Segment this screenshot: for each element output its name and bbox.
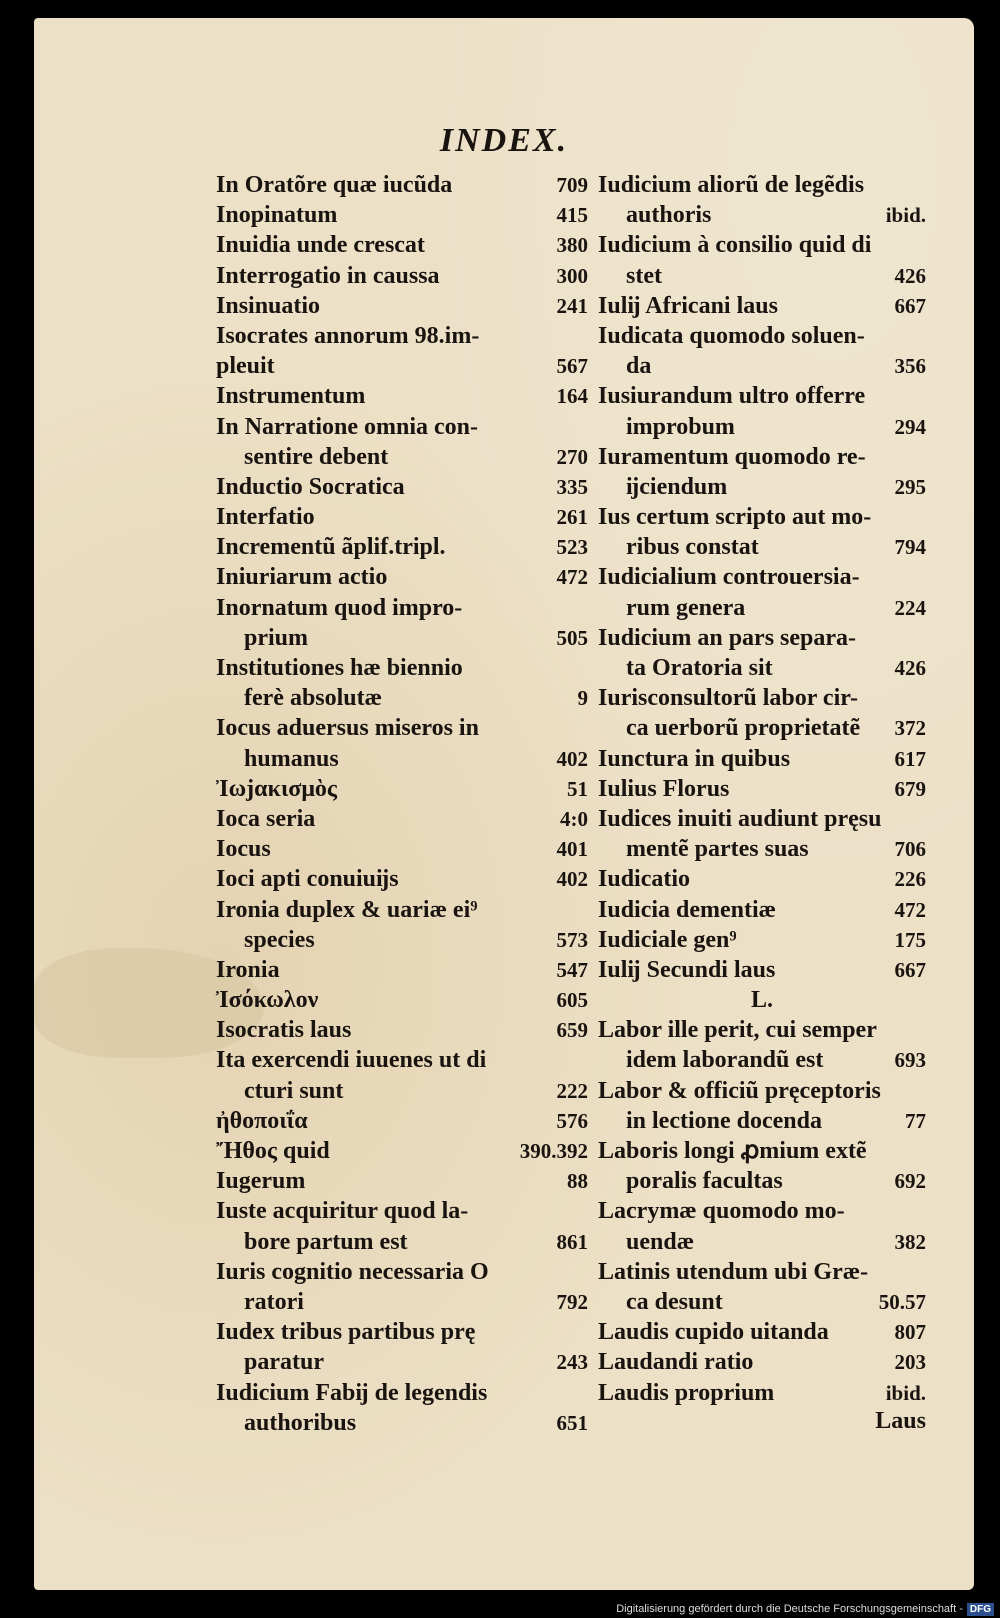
entry-page-number: 382 bbox=[894, 1229, 926, 1254]
index-entry bbox=[598, 623, 926, 653]
entry-page-number: 222 bbox=[556, 1078, 588, 1103]
index-entry bbox=[598, 351, 926, 381]
entry-term: Instrumentum bbox=[216, 383, 366, 410]
entry-term: Ioci apti conuiuĳs bbox=[216, 866, 399, 893]
entry-page-number: 175 bbox=[894, 927, 926, 952]
entry-term: Iudicia dementiæ bbox=[598, 896, 777, 923]
index-entry bbox=[598, 1076, 926, 1106]
index-entry bbox=[216, 895, 588, 925]
index-entry bbox=[216, 683, 588, 713]
entry-term: Ἰωjακισμὸς bbox=[216, 775, 338, 802]
entry-term: Iuste acquiritur quod la- bbox=[216, 1198, 469, 1225]
entry-term: Iudex tribus partibus prę bbox=[216, 1319, 476, 1346]
entry-term: In Narratione omnia con- bbox=[216, 413, 478, 440]
entry-term: Iugerum bbox=[216, 1168, 306, 1195]
entry-term: Iunctura in quibus bbox=[598, 745, 791, 772]
entry-term: poralis facultas bbox=[626, 1168, 783, 1195]
index-entry bbox=[216, 321, 588, 351]
entry-term: Institutiones hæ biennio bbox=[216, 655, 463, 681]
entry-page-number: 659 bbox=[556, 1018, 588, 1043]
index-entry bbox=[598, 1347, 926, 1377]
index-entry bbox=[216, 834, 588, 864]
index-entry bbox=[216, 351, 588, 381]
index-entry bbox=[598, 1136, 926, 1166]
index-entry bbox=[598, 774, 926, 804]
entry-term: Labor ille perit, cui semper bbox=[598, 1017, 877, 1044]
entry-term: Ἰσόκωλον bbox=[216, 987, 319, 1014]
index-entry bbox=[598, 1045, 926, 1075]
entry-term: Iurisconsultorũ labor cir- bbox=[598, 685, 859, 712]
entry-term: In Oratõre quæ iucũda bbox=[216, 172, 453, 198]
entry-term: ferè absolutæ bbox=[244, 685, 382, 712]
entry-page-number: 295 bbox=[894, 474, 926, 499]
entry-page-number: 692 bbox=[894, 1169, 926, 1194]
index-entry bbox=[598, 291, 926, 321]
entry-term: ĳciendum bbox=[626, 473, 728, 500]
index-entry bbox=[598, 412, 926, 442]
index-entry bbox=[598, 683, 926, 713]
entry-term: Incrementũ ãplif.tripl. bbox=[216, 534, 446, 561]
index-entry bbox=[598, 1378, 926, 1408]
entry-term: idem laborandũ est bbox=[626, 1047, 824, 1074]
entry-term: Labor & officiũ pręceptoris bbox=[598, 1077, 881, 1104]
entry-page-number: 679 bbox=[894, 776, 926, 801]
index-entry bbox=[216, 1317, 588, 1347]
entry-page-number: 335 bbox=[556, 474, 588, 499]
entry-term: Iudicium an pars separa- bbox=[598, 624, 857, 651]
index-entry bbox=[598, 200, 926, 230]
index-entry bbox=[598, 472, 926, 502]
index-entry bbox=[216, 1106, 588, 1136]
entry-term: Latinis utendum ubi Græ- bbox=[598, 1258, 869, 1285]
entry-term: Iniuriarum actio bbox=[216, 564, 388, 591]
entry-page-number: 51 bbox=[567, 776, 588, 801]
entry-term: Iulĳ Africani laus bbox=[598, 292, 778, 319]
page-title: INDEX. bbox=[439, 122, 569, 159]
entry-page-number: 573 bbox=[556, 927, 588, 952]
entry-page-number: 576 bbox=[556, 1108, 588, 1133]
index-entry bbox=[216, 1378, 588, 1408]
entry-term: authoris bbox=[626, 202, 712, 229]
index-entry bbox=[216, 442, 588, 472]
entry-page-number: 294 bbox=[894, 414, 926, 439]
index-entry bbox=[216, 1347, 588, 1377]
index-entry bbox=[216, 1408, 588, 1438]
entry-term: Laudandi ratio bbox=[598, 1349, 754, 1376]
entry-page-number: 426 bbox=[894, 656, 926, 680]
index-entry bbox=[216, 261, 588, 291]
entry-page-number: 861 bbox=[556, 1229, 588, 1254]
entry-term: uendæ bbox=[626, 1228, 695, 1255]
entry-term: Interrogatio in caussa bbox=[216, 262, 440, 289]
entry-page-number: 203 bbox=[894, 1350, 926, 1375]
entry-term: Iulĳ Secundi laus bbox=[598, 956, 776, 983]
entry-term: in lectione docenda bbox=[626, 1107, 822, 1134]
index-entry bbox=[598, 713, 926, 743]
entry-page-number: 651 bbox=[556, 1410, 588, 1435]
entry-term: Isocratis laus bbox=[216, 1017, 352, 1044]
index-entry bbox=[216, 1136, 588, 1166]
index-entry bbox=[216, 864, 588, 894]
entry-term: Ita exercendi iuuenes ut di bbox=[216, 1047, 487, 1074]
entry-term: ta Oratoria sit bbox=[626, 655, 773, 681]
entry-page-number: 794 bbox=[894, 535, 926, 560]
entry-page-number: 667 bbox=[894, 293, 926, 318]
digitization-footer bbox=[0, 1600, 1000, 1618]
entry-term: da bbox=[626, 353, 652, 380]
entry-page-number: ibid. bbox=[885, 1380, 926, 1405]
entry-term: rum genera bbox=[626, 594, 746, 621]
index-entry bbox=[598, 170, 926, 200]
entry-term: Isocrates annorum 98.im- bbox=[216, 322, 480, 349]
index-entry bbox=[598, 532, 926, 562]
entry-page-number: ibid. bbox=[885, 203, 926, 228]
entry-term: Laboris longi ꝓmium extẽ bbox=[598, 1138, 867, 1164]
catchword: Laus bbox=[875, 1408, 926, 1435]
entry-page-number: 547 bbox=[556, 957, 588, 982]
entry-term: improbum bbox=[626, 413, 735, 440]
index-entry bbox=[216, 653, 588, 683]
entry-term: Inornatum quod impro- bbox=[216, 594, 463, 621]
entry-term: Iudices inuiti audiunt pręsu bbox=[598, 805, 882, 832]
entry-page-number: 300 bbox=[556, 263, 588, 288]
index-entry bbox=[598, 864, 926, 894]
entry-term: Ioca seria bbox=[216, 805, 316, 832]
entry-page-number: 709 bbox=[556, 173, 588, 197]
entry-page-number: 605 bbox=[556, 988, 588, 1013]
index-entry bbox=[216, 1166, 588, 1196]
footer-text: Digitalisierung gefördert durch die Deutsche Forschungsgemeinschaft - bbox=[616, 1603, 963, 1615]
entry-page-number: 243 bbox=[556, 1350, 588, 1375]
index-entry bbox=[216, 200, 588, 230]
entry-term: Iocus bbox=[216, 836, 271, 863]
entry-term: sentire debent bbox=[244, 443, 389, 470]
index-entry bbox=[598, 653, 926, 683]
index-entry bbox=[598, 834, 926, 864]
index-entry bbox=[598, 1166, 926, 1196]
index-entry bbox=[598, 1106, 926, 1136]
index-entry bbox=[216, 804, 588, 834]
entry-page-number: 401 bbox=[556, 837, 588, 862]
entry-term: bore partum est bbox=[244, 1228, 408, 1255]
entry-term: Inductio Socratica bbox=[216, 473, 405, 500]
entry-page-number: 567 bbox=[556, 354, 588, 379]
index-entry bbox=[598, 1257, 926, 1287]
entry-page-number: 472 bbox=[556, 565, 588, 590]
entry-term: Inuidia unde crescat bbox=[216, 232, 425, 259]
index-entry bbox=[598, 502, 926, 532]
index-entry bbox=[216, 562, 588, 592]
entry-term: mentẽ partes suas bbox=[626, 836, 809, 863]
entry-term: Iudicatio bbox=[598, 866, 691, 893]
entry-term: Iudicium à consilio quid di bbox=[598, 232, 872, 259]
entry-page-number: 792 bbox=[556, 1289, 588, 1314]
entry-page-number: 4:0 bbox=[560, 806, 588, 831]
entry-term: authoribus bbox=[244, 1409, 357, 1436]
entry-page-number: 807 bbox=[894, 1320, 926, 1345]
entry-term: Iusiurandum ultro offerre bbox=[598, 383, 866, 410]
index-entry bbox=[216, 1227, 588, 1257]
index-entry bbox=[598, 1227, 926, 1257]
section-letter bbox=[598, 985, 926, 1015]
index-column-right bbox=[598, 170, 926, 1408]
entry-term: humanus bbox=[244, 745, 339, 772]
index-entry bbox=[216, 925, 588, 955]
entry-page-number: 88 bbox=[567, 1169, 588, 1194]
index-entry bbox=[216, 1196, 588, 1226]
entry-page-number: 693 bbox=[894, 1048, 926, 1073]
index-entry bbox=[598, 261, 926, 291]
entry-page-number: 50.57 bbox=[878, 1289, 926, 1314]
index-entry bbox=[216, 985, 588, 1015]
index-entry bbox=[216, 744, 588, 774]
index-entry bbox=[216, 623, 588, 653]
entry-term: Iuramentum quomodo re- bbox=[598, 443, 866, 470]
index-entry bbox=[598, 895, 926, 925]
index-entry bbox=[598, 1287, 926, 1317]
entry-page-number: 617 bbox=[894, 746, 926, 771]
entry-page-number: 77 bbox=[905, 1108, 926, 1133]
index-entry bbox=[598, 1196, 926, 1226]
entry-term: species bbox=[244, 926, 315, 953]
entry-term: Insinuatio bbox=[216, 292, 321, 319]
index-entry bbox=[216, 593, 588, 623]
index-entry bbox=[598, 1317, 926, 1347]
entry-page-number: 241 bbox=[556, 293, 588, 318]
entry-term: Iudicium Fabĳ de legendis bbox=[216, 1379, 488, 1406]
index-column-left bbox=[216, 170, 588, 1438]
index-entry bbox=[598, 321, 926, 351]
index-entry bbox=[598, 955, 926, 985]
index-entry bbox=[598, 925, 926, 955]
entry-term: Iudicata quomodo soluen- bbox=[598, 322, 865, 349]
index-entry bbox=[216, 1287, 588, 1317]
index-entry bbox=[216, 1015, 588, 1045]
entry-term: ca uerborũ proprietatẽ bbox=[626, 715, 861, 742]
index-entry bbox=[216, 472, 588, 502]
entry-page-number: 9 bbox=[577, 686, 588, 711]
book-page bbox=[34, 18, 974, 1590]
entry-term: L. bbox=[750, 987, 773, 1014]
index-entry bbox=[216, 955, 588, 985]
entry-page-number: 270 bbox=[556, 444, 588, 469]
entry-term: Iudicialium controuersia- bbox=[598, 564, 860, 591]
index-entry bbox=[216, 532, 588, 562]
entry-page-number: 667 bbox=[894, 957, 926, 982]
entry-term: cturi sunt bbox=[244, 1077, 344, 1104]
entry-term: Iudiciale gen⁹ bbox=[598, 926, 737, 953]
entry-term: Iudicium aliorũ de legẽdis bbox=[598, 172, 865, 198]
index-entry bbox=[598, 1015, 926, 1045]
entry-term: ca desunt bbox=[626, 1288, 723, 1315]
entry-term: Inopinatum bbox=[216, 202, 338, 229]
entry-term: Ironia bbox=[216, 956, 280, 983]
index-entry bbox=[216, 713, 588, 743]
entry-page-number: 372 bbox=[894, 716, 926, 741]
entry-term: Iocus aduersus miseros in bbox=[216, 715, 479, 742]
right-entries bbox=[598, 170, 926, 1408]
index-entry bbox=[216, 1045, 588, 1075]
index-entry bbox=[216, 774, 588, 804]
entry-page-number: 390.392 bbox=[519, 1139, 588, 1163]
entry-page-number: 472 bbox=[894, 897, 926, 922]
entry-term: Laudis cupido uitanda bbox=[598, 1319, 829, 1346]
entry-term: ἠθοποιΐα bbox=[216, 1107, 308, 1134]
index-entry bbox=[598, 744, 926, 774]
entry-page-number: 226 bbox=[894, 867, 926, 892]
entry-page-number: 224 bbox=[894, 595, 926, 620]
entry-term: stet bbox=[626, 262, 662, 289]
index-entry bbox=[216, 1257, 588, 1287]
index-entry bbox=[216, 291, 588, 321]
entry-term: Iulius Florus bbox=[598, 775, 730, 802]
entry-page-number: 523 bbox=[556, 535, 588, 560]
entry-term: paratur bbox=[244, 1349, 324, 1376]
entry-term: Laudis proprium bbox=[598, 1379, 775, 1406]
entry-term: Ius certum scripto aut mo- bbox=[598, 504, 872, 531]
entry-term: Ironia duplex & uariæ ei⁹ bbox=[216, 896, 478, 923]
index-entry bbox=[598, 442, 926, 472]
dfg-logo-icon: DFG bbox=[967, 1603, 994, 1616]
entry-term: ratori bbox=[244, 1288, 304, 1315]
entry-page-number: 402 bbox=[556, 867, 588, 892]
entry-term: Iuris cognitio necessaria O bbox=[216, 1258, 489, 1285]
entry-page-number: 415 bbox=[556, 203, 588, 228]
entry-term: Ἤθος quid bbox=[216, 1138, 330, 1164]
entry-page-number: 402 bbox=[556, 746, 588, 771]
entry-term: Interfatio bbox=[216, 504, 315, 531]
index-entry bbox=[216, 381, 588, 411]
index-entry bbox=[216, 412, 588, 442]
index-entry bbox=[216, 170, 588, 200]
entry-page-number: 164 bbox=[556, 384, 588, 409]
entry-page-number: 426 bbox=[894, 263, 926, 288]
index-entry bbox=[216, 502, 588, 532]
index-entry bbox=[598, 230, 926, 260]
entry-page-number: 261 bbox=[556, 505, 588, 530]
entry-term: Lacrymæ quomodo mo- bbox=[598, 1198, 845, 1225]
entry-term: pleuit bbox=[216, 353, 275, 380]
entry-page-number: 356 bbox=[894, 354, 926, 379]
entry-page-number: 380 bbox=[556, 233, 588, 258]
index-entry bbox=[598, 593, 926, 623]
index-entry bbox=[598, 562, 926, 592]
index-entry bbox=[216, 230, 588, 260]
entry-page-number: 505 bbox=[556, 625, 588, 650]
entry-term: ribus constat bbox=[626, 534, 759, 561]
index-entry bbox=[598, 381, 926, 411]
index-entry bbox=[598, 804, 926, 834]
entry-page-number: 706 bbox=[894, 837, 926, 862]
index-entry bbox=[216, 1076, 588, 1106]
entry-term: prium bbox=[244, 624, 309, 651]
